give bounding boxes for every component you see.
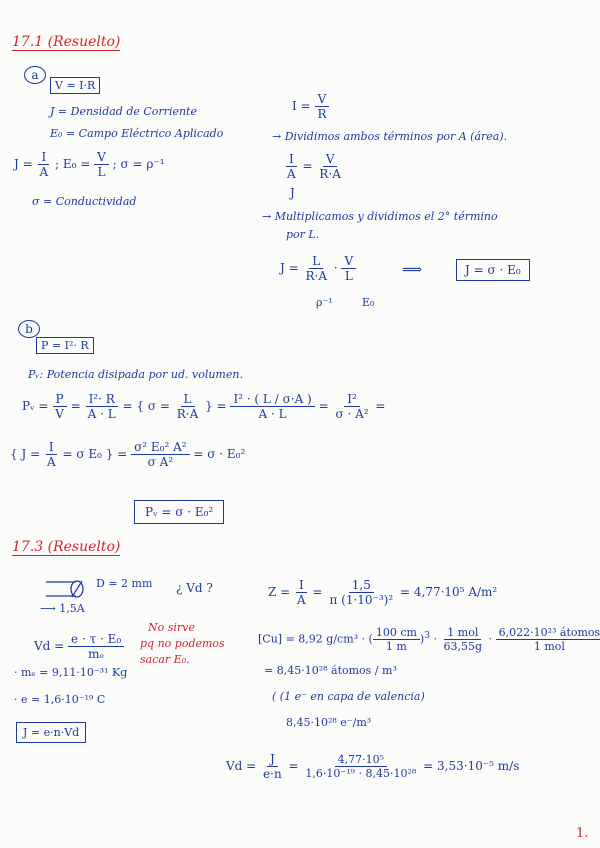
- part-b-label: b: [18, 318, 40, 338]
- underbrace-rho: ρ⁻¹: [316, 296, 333, 309]
- step-multiply-b: por L.: [286, 228, 320, 241]
- ohm-law-box: V = I·R: [50, 77, 100, 94]
- question-vd: ¿ Vd ?: [176, 581, 213, 595]
- current-label: ⟶ 1,5A: [40, 602, 85, 615]
- current-over-area-eq: $\frac{I}{A}$ = $\frac{V}{R\cdot A}$: [287, 152, 341, 181]
- note-line-2: pq no podemos: [140, 637, 225, 650]
- step-multiply: → Multiplicamos y dividimos el 2° término: [262, 210, 498, 223]
- brace-j-label: J: [290, 186, 295, 200]
- j-derivation-eq: J = $\frac{L}{R\cdot A}$ · $\frac{V}{L}$: [280, 254, 356, 283]
- copper-density-calc: [Cu] = 8,92 g/cm³ · ( $\frac{100 cm}{1 m}$ )$^3$ · $\frac{\text{1 mol}}{63,55g}$ · $\frac{\text{6,022·10²³ átomos}}{\text{1 mol}}$: [258, 626, 600, 653]
- note-line-1: No sirve: [148, 621, 195, 634]
- j-e-definitions: J = $\frac{I}{A}$ ; E₀ = $\frac{V}{L}$ ; σ = ρ⁻¹: [14, 150, 165, 179]
- valence-note: ( (1 e⁻ en capa de valencia): [272, 690, 425, 703]
- current-density-def: J = Densidad de Corriente: [50, 105, 197, 118]
- ohm-current-eq: I = $\frac{V}{R}$: [292, 92, 329, 121]
- conductivity-def: σ = Conductividad: [32, 195, 137, 208]
- page-number: 1.: [576, 826, 589, 841]
- electron-mass: · mₑ = 9,11·10⁻³¹ Kg: [14, 666, 128, 679]
- joule-power-box: P = I²· R: [36, 337, 94, 354]
- power-density-derivation: Pᵥ = $\frac{P}{V}$ = $\frac{\text{I²· R}}{A \cdot L}$ = { σ = $\frac{L}{R\cdot A}$ } = $\frac{\text{I² · ( L / σ·A )}}{A \cdot L}$ = $\frac{\text{I²}}{\text{σ · A²}}$ =: [22, 392, 386, 421]
- implies-arrow: ⟹: [402, 262, 423, 278]
- step-divide: → Dividimos ambos términos por A (área).: [272, 130, 508, 143]
- drift-velocity-drude: Vd = $\frac{\text{e · τ · E₀}}{\text{mₑ}}$: [34, 632, 124, 661]
- underbrace-e0: E₀: [362, 296, 375, 309]
- current-density-calc: Z = $\frac{I}{A}$ = $\frac{1,5}{\text{π (1·10⁻³)²}}$ = 4,77·10⁵ A/m²: [268, 578, 498, 607]
- applied-field-def: E₀ = Campo Eléctrico Aplicado: [50, 127, 224, 140]
- atom-density-result: = 8,45·10²⁸ átomos / m³: [264, 664, 397, 677]
- drift-velocity-result: Vd = $\frac{J}{e\cdot n}$ = $\frac{\text{4,77·10⁵}}{\text{1,6·10⁻¹⁹ · 8,45·10²⁸}}$ = 3,53·10⁻⁵ m/s: [226, 752, 520, 781]
- j-substitution-eq: { J = $\frac{I}{A}$ = σ E₀ } = $\frac{\text{σ² E₀² A²}}{\text{σ A²}}$ = σ · E₀²: [10, 440, 246, 469]
- result-power-box: Pᵥ = σ · E₀²: [134, 500, 224, 524]
- electron-density-result: 8,45·10²⁸ e⁻/m³: [286, 716, 372, 729]
- result-j-box: J = σ · E₀: [456, 259, 530, 281]
- electron-charge: · e = 1,6·10⁻¹⁹ C: [14, 693, 106, 706]
- note-line-3: sacar E₀.: [140, 653, 190, 666]
- diameter-label: D = 2 mm: [96, 577, 153, 590]
- problem-title-17-3: 17.3 (Resuelto): [12, 539, 121, 555]
- power-density-def: Pᵥ: Potencia disipada por ud. volumen.: [28, 368, 243, 381]
- current-density-formula-box: J = e·n·Vd: [16, 722, 86, 743]
- problem-title-17-1: 17.1 (Resuelto): [12, 34, 121, 50]
- part-a-label: a: [24, 64, 46, 84]
